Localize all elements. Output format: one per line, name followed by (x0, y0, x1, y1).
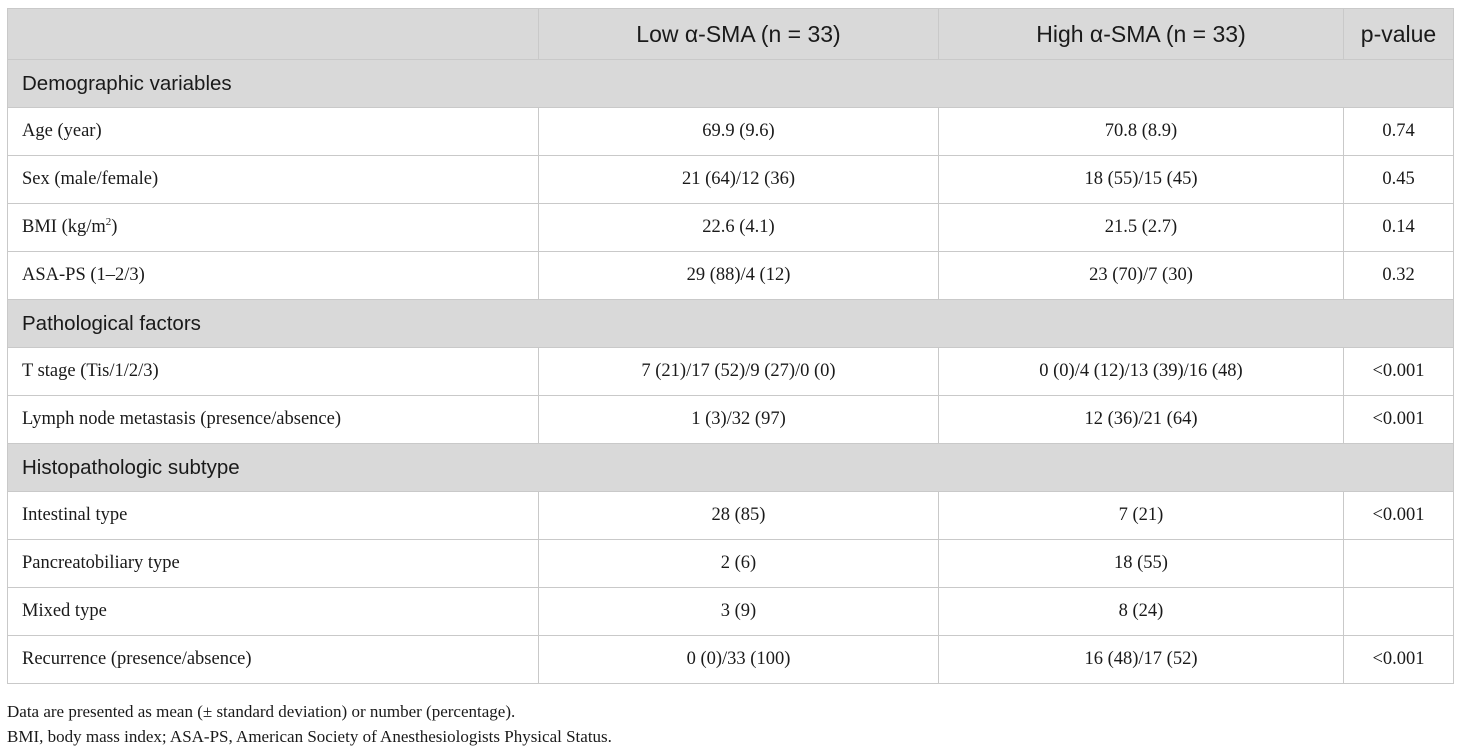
row-label: Pancreatobiliary type (8, 540, 539, 588)
row-label: Lymph node metastasis (presence/absence) (8, 396, 539, 444)
table-row (8, 588, 1454, 636)
cell-low: 22.6 (4.1) (539, 204, 939, 252)
cell-p-value: <0.001 (1344, 348, 1454, 396)
cell-low: 7 (21)/17 (52)/9 (27)/0 (0) (539, 348, 939, 396)
header-variable (8, 9, 539, 60)
cell-p-value: <0.001 (1344, 636, 1454, 684)
cell-high: 8 (24) (939, 588, 1344, 636)
row-label-main: BMI (kg/m (22, 217, 106, 237)
cell-p-value (1344, 588, 1454, 636)
cell-low: 2 (6) (539, 540, 939, 588)
cell-p-value: <0.001 (1344, 492, 1454, 540)
table-footnotes (7, 699, 612, 749)
section-title: Pathological factors (8, 300, 1454, 348)
table-row (8, 108, 1454, 156)
section-title: Histopathologic subtype (8, 444, 1454, 492)
row-label: Sex (male/female) (8, 156, 539, 204)
row-label: Intestinal type (8, 492, 539, 540)
data-table-container (7, 8, 1453, 684)
table-row (8, 492, 1454, 540)
cell-high: 18 (55)/15 (45) (939, 156, 1344, 204)
row-label: Age (year) (8, 108, 539, 156)
row-label-superscript: 2 (105, 215, 112, 228)
table-body (8, 60, 1454, 684)
cell-low: 69.9 (9.6) (539, 108, 939, 156)
section-row-histopathologic (8, 444, 1454, 492)
cell-p-value: 0.32 (1344, 252, 1454, 300)
cell-p-value: 0.45 (1344, 156, 1454, 204)
cell-p-value: 0.74 (1344, 108, 1454, 156)
cell-p-value: <0.001 (1344, 396, 1454, 444)
table-row (8, 204, 1454, 252)
cell-high: 21.5 (2.7) (939, 204, 1344, 252)
cell-p-value (1344, 540, 1454, 588)
table-row (8, 156, 1454, 204)
footnote-data-presentation: Data are presented as mean (± standard deviation) or number (percentage). (7, 702, 516, 721)
header-high-sma: High α-SMA (n = 33) (939, 9, 1344, 60)
section-title: Demographic variables (8, 60, 1454, 108)
cell-high: 12 (36)/21 (64) (939, 396, 1344, 444)
row-label: Recurrence (presence/absence) (8, 636, 539, 684)
table-row (8, 252, 1454, 300)
section-row-demographic (8, 60, 1454, 108)
row-label: Mixed type (8, 588, 539, 636)
cell-high: 70.8 (8.9) (939, 108, 1344, 156)
table-row (8, 348, 1454, 396)
cell-low: 0 (0)/33 (100) (539, 636, 939, 684)
table-row (8, 540, 1454, 588)
table-row (8, 636, 1454, 684)
row-label-end: ) (111, 217, 118, 237)
header-p-value: p-value (1344, 9, 1454, 60)
footnote-abbreviations: BMI, body mass index; ASA-PS, American Society of Anesthesiologists Physical Status. (7, 727, 612, 746)
cell-low: 28 (85) (539, 492, 939, 540)
cell-high: 16 (48)/17 (52) (939, 636, 1344, 684)
data-table (7, 8, 1454, 684)
cell-low: 1 (3)/32 (97) (539, 396, 939, 444)
header-row (8, 9, 1454, 60)
row-label: ASA-PS (1–2/3) (8, 252, 539, 300)
cell-p-value: 0.14 (1344, 204, 1454, 252)
section-row-pathological (8, 300, 1454, 348)
row-label (8, 204, 539, 252)
cell-high: 18 (55) (939, 540, 1344, 588)
cell-low: 29 (88)/4 (12) (539, 252, 939, 300)
cell-high: 23 (70)/7 (30) (939, 252, 1344, 300)
table-row (8, 396, 1454, 444)
cell-high: 7 (21) (939, 492, 1344, 540)
cell-high: 0 (0)/4 (12)/13 (39)/16 (48) (939, 348, 1344, 396)
row-label: T stage (Tis/1/2/3) (8, 348, 539, 396)
cell-low: 3 (9) (539, 588, 939, 636)
table-header (8, 9, 1454, 60)
header-low-sma: Low α-SMA (n = 33) (539, 9, 939, 60)
cell-low: 21 (64)/12 (36) (539, 156, 939, 204)
